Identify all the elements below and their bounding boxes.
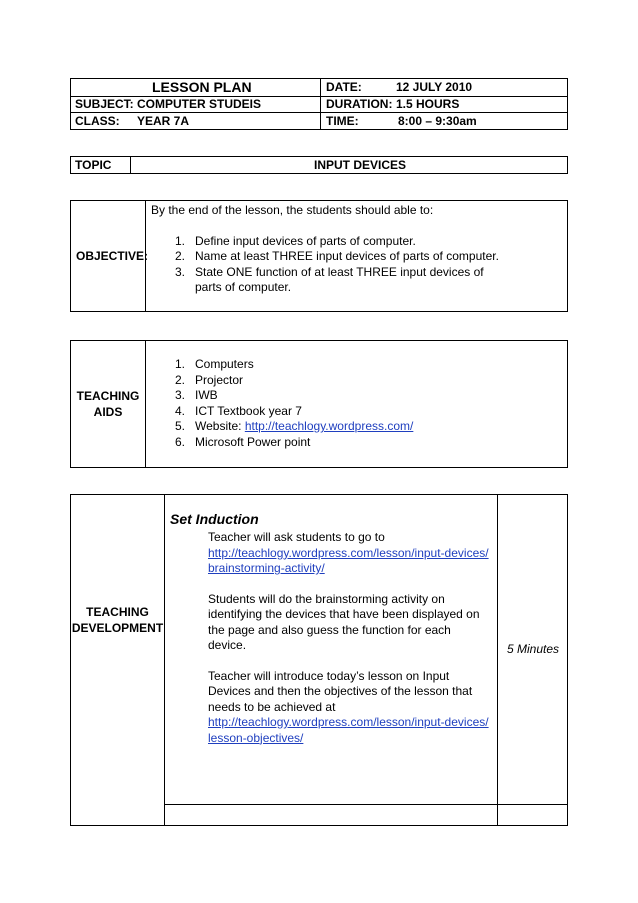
list-item: 2. Name at least THREE input devices of parts of computer.: [175, 249, 499, 263]
teaching-development-label-1: TEACHING: [86, 605, 149, 619]
list-item: 3. State ONE function of at least THREE input devices of parts of computer.: [175, 264, 484, 294]
teaching-aids-label-2: AIDS: [93, 405, 123, 419]
topic-value: INPUT DEVICES: [314, 158, 407, 172]
list-item: 4. ICT Textbook year 7: [175, 403, 302, 418]
time-label: TIME:: [326, 114, 359, 128]
set-induction-heading: Set Induction: [170, 511, 259, 527]
teaching-aids-label-1: TEACHING: [76, 389, 140, 403]
date-value: 12 JULY 2010: [396, 80, 473, 94]
list-item: Teacher will introduce today’s lesson on Input Devices and then the objectives of the lesson that needs to be achieved at http://teachlogy.wordpress.com/lesson/input-devices/lesson-objectives/: [208, 668, 489, 745]
topic-table: [70, 156, 568, 174]
website-link[interactable]: http://teachlogy.wordpress.com/: [244, 419, 414, 433]
duration-note: 5 Minutes: [507, 642, 560, 656]
topic-label: TOPIC: [75, 158, 112, 172]
lesson-plan-title: LESSON PLAN: [152, 79, 252, 95]
class-value: YEAR 7A: [137, 114, 190, 128]
objective-list: [151, 234, 561, 296]
header-table: [70, 78, 568, 130]
teaching-development-label-2: DEVELOPMENT: [71, 621, 164, 635]
duration-value: 1.5 HOURS: [396, 97, 460, 111]
list-item: 2. Projector: [175, 372, 244, 387]
list-item: 1. Computers: [175, 357, 254, 371]
lesson-objectives-link[interactable]: http://teachlogy.wordpress.com/lesson/input-devices/lesson-objectives/: [208, 715, 489, 745]
teaching-aids-table: [70, 340, 568, 468]
objective-label: OBJECTIVE:: [76, 249, 149, 263]
subject-value: COMPUTER STUDEIS: [137, 97, 262, 111]
subject-label: SUBJECT:: [75, 97, 134, 111]
objective-table: [70, 200, 568, 312]
teaching-development-table: [70, 494, 568, 826]
duration-label: DURATION:: [326, 97, 393, 111]
list-item: Teacher will ask students to go to http://teachlogy.wordpress.com/lesson/input-devices/brainstorming-activity/: [208, 530, 489, 575]
list-item: Students will do the brainstorming activity on identifying the devices that have been displayed on the page and also guess the function for each device.: [208, 591, 480, 652]
objective-intro: By the end of the lesson, the students should able to:: [151, 203, 434, 217]
brainstorming-link[interactable]: http://teachlogy.wordpress.com/lesson/input-devices/brainstorming-activity/: [208, 545, 489, 575]
class-label: CLASS:: [75, 114, 120, 128]
aids-list: [151, 357, 561, 450]
list-item: 1. Define input devices of parts of computer.: [175, 233, 416, 248]
date-label: DATE:: [326, 80, 362, 94]
time-value: 8:00 – 9:30am: [398, 114, 477, 128]
list-item: 5. Website: http://teachlogy.wordpress.com/: [175, 419, 414, 433]
list-item: 6. Microsoft Power point: [175, 434, 311, 449]
list-item: 3. IWB: [175, 388, 218, 402]
